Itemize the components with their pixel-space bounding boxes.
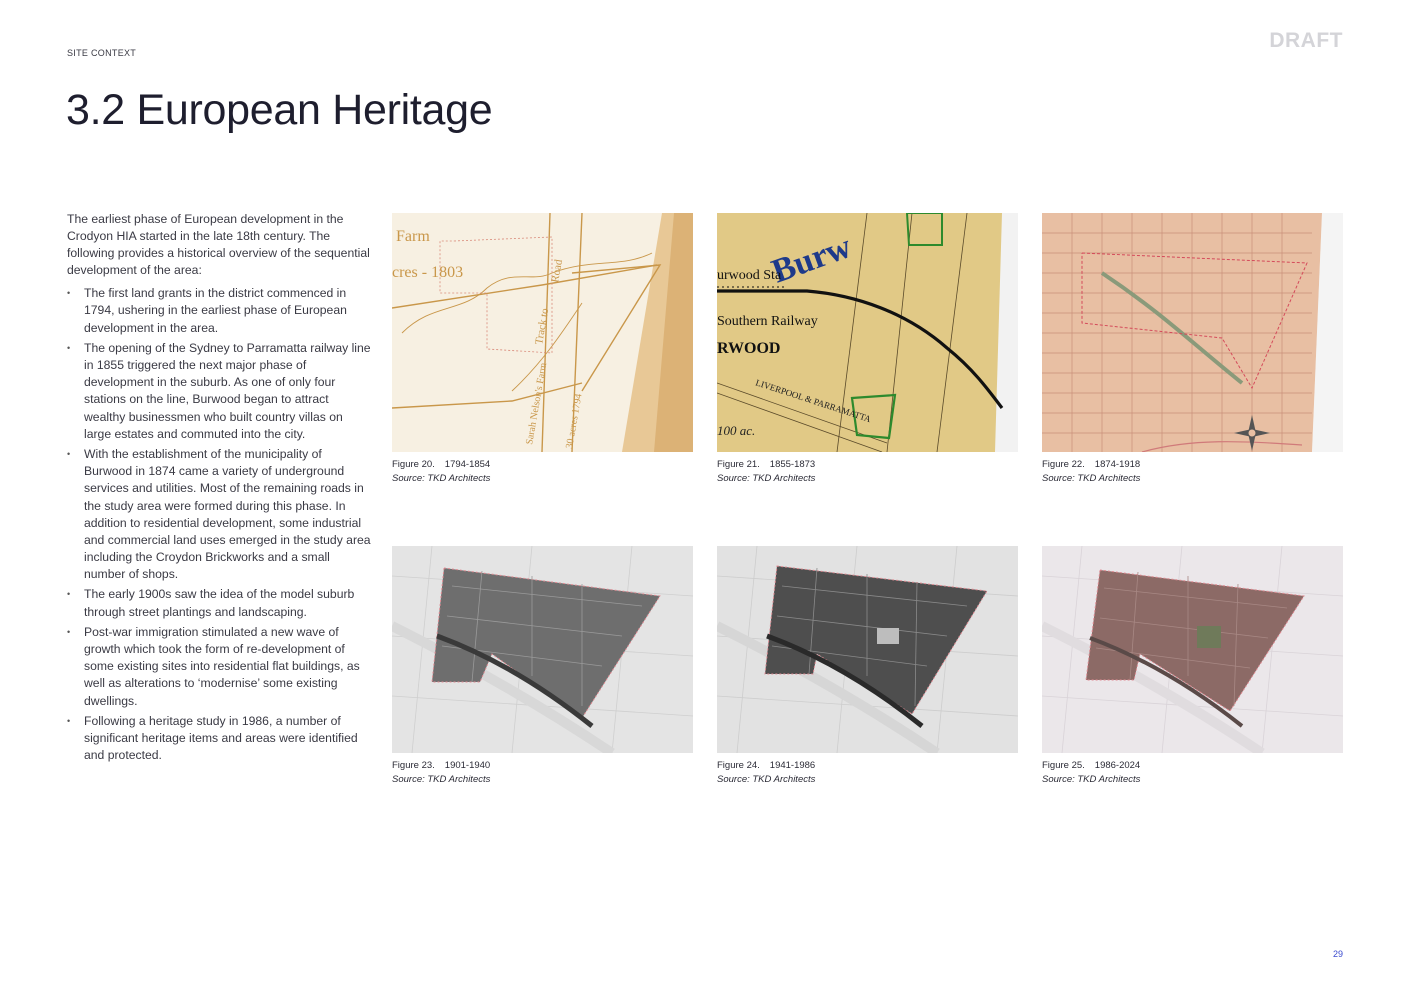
figure-period: 1855-1873: [769, 459, 816, 470]
list-item: • The first land grants in the district commenced in 1794, ushering in the earliest phase of European development in the area.: [67, 285, 372, 336]
map-label-farm: Farm: [396, 228, 430, 245]
figure-number: Figure 23.: [392, 760, 435, 771]
figure-number: Figure 25.: [1042, 760, 1085, 771]
figure-21: [717, 213, 1018, 486]
history-list: [67, 285, 372, 764]
figure-number: Figure 21.: [717, 459, 760, 470]
figure-number: Figure 22.: [1042, 459, 1085, 470]
map-label-nelson: Sarah Nelson's Farm: [524, 361, 550, 446]
map-label-acres: cres - 1803: [392, 264, 464, 281]
list-item: • Following a heritage study in 1986, a number of significant heritage items and areas were identified and protected.: [67, 713, 372, 764]
map-label-track: Track to: [533, 307, 552, 346]
historic-map-1874-1918: [1042, 213, 1343, 452]
map-label-100ac: 100 ac.: [717, 423, 756, 438]
figure-period: 1874-1918: [1094, 459, 1141, 470]
figure-period: 1794-1854: [444, 459, 491, 470]
figure-source: Source: TKD Architects: [717, 774, 816, 785]
list-item: • Post-war immigration stimulated a new wave of growth which took the form of re-development of some existing sites into residential flat buildings, as well as alterations to ‘modernise’ some existing dwellings.: [67, 624, 372, 709]
body-text: [67, 211, 372, 768]
figure-source: Source: TKD Architects: [1042, 774, 1141, 785]
figure-number: Figure 20.: [392, 459, 435, 470]
figure-20: [392, 213, 693, 486]
aerial-photo-1986-2024: [1042, 546, 1343, 753]
figure-caption: [392, 759, 693, 773]
figure-source: Source: TKD Architects: [392, 774, 491, 785]
aerial-photo-1901-1940: [392, 546, 693, 753]
figure-caption: [1042, 458, 1343, 472]
section-label: SITE CONTEXT: [67, 48, 137, 58]
figure-period: 1941-1986: [769, 760, 816, 771]
figure-22: [1042, 213, 1343, 486]
map-label-parramatta: LIVERPOOL & PARRAMATTA: [754, 377, 873, 425]
map-label-railway: Southern Railway: [717, 314, 818, 329]
figure-period: 1901-1940: [444, 760, 491, 771]
intro-paragraph: The earliest phase of European development in the Crodyon HIA started in the late 18th century. The following provides a historical overview of the sequential development of the area:: [67, 212, 370, 278]
draft-watermark: DRAFT: [1269, 29, 1343, 52]
figure-caption: [717, 759, 1018, 773]
figure-period: 1986-2024: [1094, 760, 1141, 771]
figure-caption: [392, 458, 693, 472]
map-label-station: urwood Sta: [717, 268, 782, 283]
map-label-road: Road: [549, 258, 565, 284]
figure-source: Source: TKD Architects: [392, 473, 491, 484]
map-label-burw: Burw: [767, 227, 857, 291]
list-item: • With the establishment of the municipality of Burwood in 1874 came a variety of underground services and utilities. Most of the remaining roads in the study area were formed during this phase. In addition to residential development, some industrial and commercial land uses emerged in the study area including the Croydon Brickworks and a small number of shops.: [67, 446, 372, 583]
figure-25: [1042, 546, 1343, 787]
page-number: 29: [1332, 949, 1343, 959]
figure-source: Source: TKD Architects: [717, 473, 816, 484]
historic-map-1855-1873: [717, 213, 1018, 452]
map-label-acres-1794: 30 acres 1794: [564, 392, 585, 450]
figure-number: Figure 24.: [717, 760, 760, 771]
page-title: 3.2 European Heritage: [66, 86, 493, 134]
historic-map-1794-1854: [392, 213, 693, 452]
figure-24: [717, 546, 1018, 787]
map-label-burwood: RWOOD: [717, 340, 781, 357]
figure-caption: [1042, 759, 1343, 773]
figure-source: Source: TKD Architects: [1042, 473, 1141, 484]
list-item: • The early 1900s saw the idea of the model suburb through street plantings and landscaping.: [67, 586, 372, 620]
list-item: • The opening of the Sydney to Parramatta railway line in 1855 triggered the next major phase of development in the suburb. As one of only four stations on the line, Burwood began to attract wealthy businessmen who built country villas on large estates and commuted into the city.: [67, 340, 372, 443]
aerial-photo-1941-1986: [717, 546, 1018, 753]
figure-caption: [717, 458, 1018, 472]
figure-23: [392, 546, 693, 787]
